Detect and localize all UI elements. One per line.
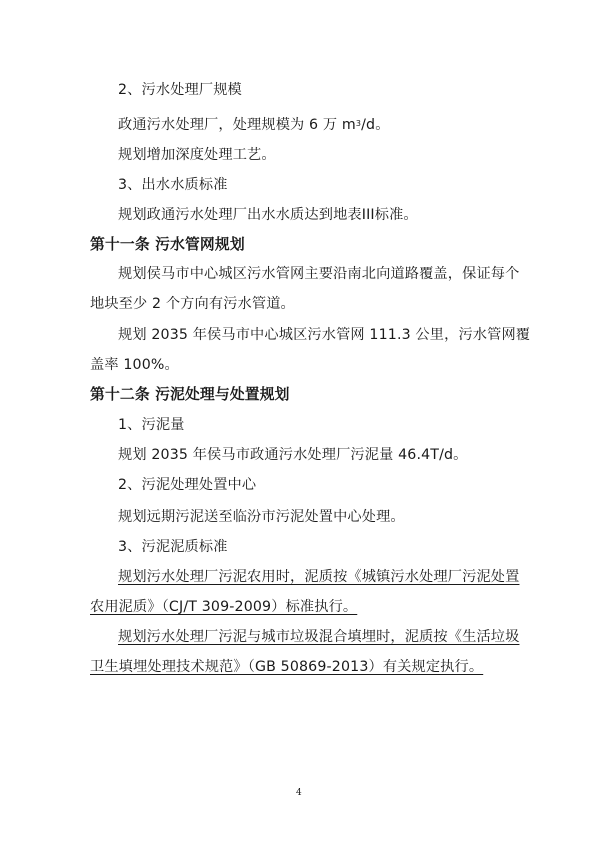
pipe-network-para1-line1: 规划侯马市中心城区污水管网主要沿南北向道路覆盖，保证每个 bbox=[118, 266, 520, 282]
sludge-section-1-title: 1、污泥量 bbox=[118, 417, 185, 433]
plant-scale-text bbox=[118, 116, 390, 134]
article-11-heading: 第十一条 污水管网规划 bbox=[90, 236, 245, 253]
plant-scale-superscript: 3 bbox=[355, 119, 362, 128]
plant-scale-prefix: 政通污水处理厂，处理规模为 6 万 m bbox=[118, 117, 356, 133]
section-3-title: 3、出水水质标准 bbox=[118, 177, 228, 193]
page-number: 4 bbox=[296, 788, 302, 798]
pipe-network-para2-line1: 规划 2035 年侯马市中心城区污水管网 111.3 公里，污水管网覆 bbox=[118, 327, 531, 343]
sludge-center-text: 规划远期污泥送至临汾市污泥处置中心处理。 bbox=[118, 509, 405, 525]
effluent-standard-text: 规划政通污水处理厂出水水质达到地表III标准。 bbox=[118, 207, 418, 223]
agricultural-use-line2: 农用泥质》（CJ/T 309-2009）标准执行。 bbox=[90, 599, 358, 615]
section-2-title: 2、污水处理厂规模 bbox=[118, 82, 242, 98]
plant-scale-suffix: /d。 bbox=[361, 117, 390, 133]
sludge-section-3-title: 3、污泥泥质标准 bbox=[118, 539, 228, 555]
deep-process-text: 规划增加深度处理工艺。 bbox=[118, 147, 276, 163]
pipe-network-para2-line2: 盖率 100%。 bbox=[90, 357, 179, 373]
landfill-line2: 卫生填埋处理技术规范》（GB 50869-2013）有关规定执行。 bbox=[90, 659, 484, 675]
pipe-network-para1-line2: 地块至少 2 个方向有污水管道。 bbox=[90, 296, 295, 312]
landfill-line1: 规划污水处理厂污泥与城市垃圾混合填埋时，泥质按《生活垃圾 bbox=[118, 629, 520, 645]
article-12-heading: 第十二条 污泥处理与处置规划 bbox=[90, 386, 290, 403]
sludge-section-2-title: 2、污泥处理处置中心 bbox=[118, 477, 257, 493]
agricultural-use-line1: 规划污水处理厂污泥农用时，泥质按《城镇污水处理厂污泥处置 bbox=[118, 569, 520, 585]
sludge-amount-text: 规划 2035 年侯马市政通污水处理厂污泥量 46.4T/d。 bbox=[118, 447, 468, 463]
